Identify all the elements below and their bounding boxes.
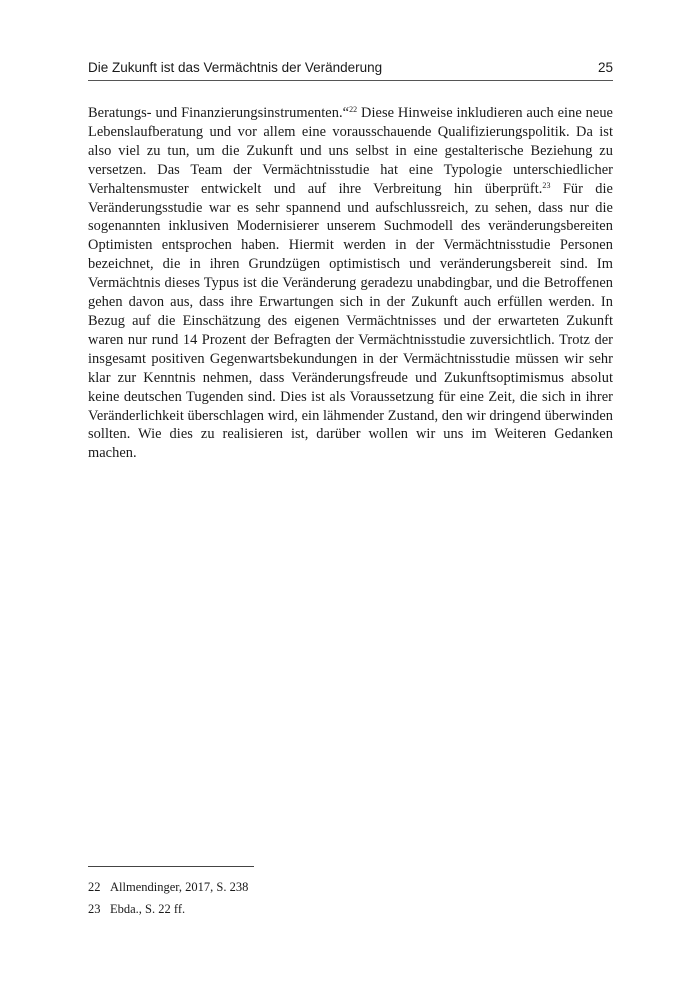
footnote-number: 23: [88, 902, 101, 916]
footnotes: [88, 876, 613, 920]
footnote-text: Allmendinger, 2017, S. 238: [110, 880, 249, 894]
page-number: 25: [597, 60, 613, 75]
paragraph-text: Für die Veränderungsstudie war es sehr spannend und aufschlussreich, zu sehen, dass nur die sogenannten inklusiven Modernisierer unserem Suchmodell des veränderungsbereiten Optimisten entsprochen haben. Hiermit werden in der Vermächtnisstudie Personen bezeichnet, die in ihren Grundzügen optimistisch und veränderungsbereit sind. Im Vermächtnis dieses Typus ist die Veränderung geradezu unabdingbar, und die Betroffenen gehen davon aus, dass ihre Erwartungen sich in der Zukunft auch erfüllen werden. In Bezug auf die Einschätzung des eigenen Vermächtnisses und der erwarteten Zukunft waren nur rund 14 Prozent der Befragten der Vermächtnisstudie zuversichtlich. Trotz der insgesamt positiven Gegenwartsbekundungen in der Vermächtnisstudie müssen wir sehr klar zur Kenntnis nehmen, dass Veränderungsfreude und Zukunftsoptimismus absolut keine deutschen Tugenden sind. Dies ist als Voraussetzung für eine Zeit, die sich in ihrer Veränderlichkeit überschlagen wird, ein lähmender Zustand, den wir dringend überwinden sollten. Wie dies zu realisieren ist, darüber wollen wir uns im Weiteren Gedanken machen.: [88, 180, 613, 462]
footnote-text: Ebda., S. 22 ff.: [110, 902, 186, 916]
footnote-23: [88, 898, 613, 920]
paragraph-text: Beratungs- und Finanzierungsinstrumenten.“: [88, 105, 350, 121]
header-title: Die Zukunft ist das Vermächtnis der Veränderung: [88, 60, 383, 75]
footnote-22: [88, 876, 613, 898]
footnote-ref-23[interactable]: 23: [542, 180, 551, 190]
footnote-ref-22[interactable]: 22: [349, 105, 358, 114]
running-header: [88, 58, 613, 81]
footnote-number: 22: [88, 880, 101, 894]
body-paragraph: [88, 104, 613, 463]
footnote-divider: [88, 866, 254, 867]
paragraph-text: Diese Hinweise inkludieren auch eine neue Lebenslaufberatung und vor allem eine vorausschauende Qualifizierungspolitik. Da ist also viel zu tun, um die Zukunft und uns selbst in eine gestalterische Beziehung zu versetzen. Das Team der Vermächtnisstudie hat eine Typologie unterschiedlicher Verhaltensmuster entwickelt und auf ihre Verbreitung hin überprüft.: [88, 105, 613, 197]
